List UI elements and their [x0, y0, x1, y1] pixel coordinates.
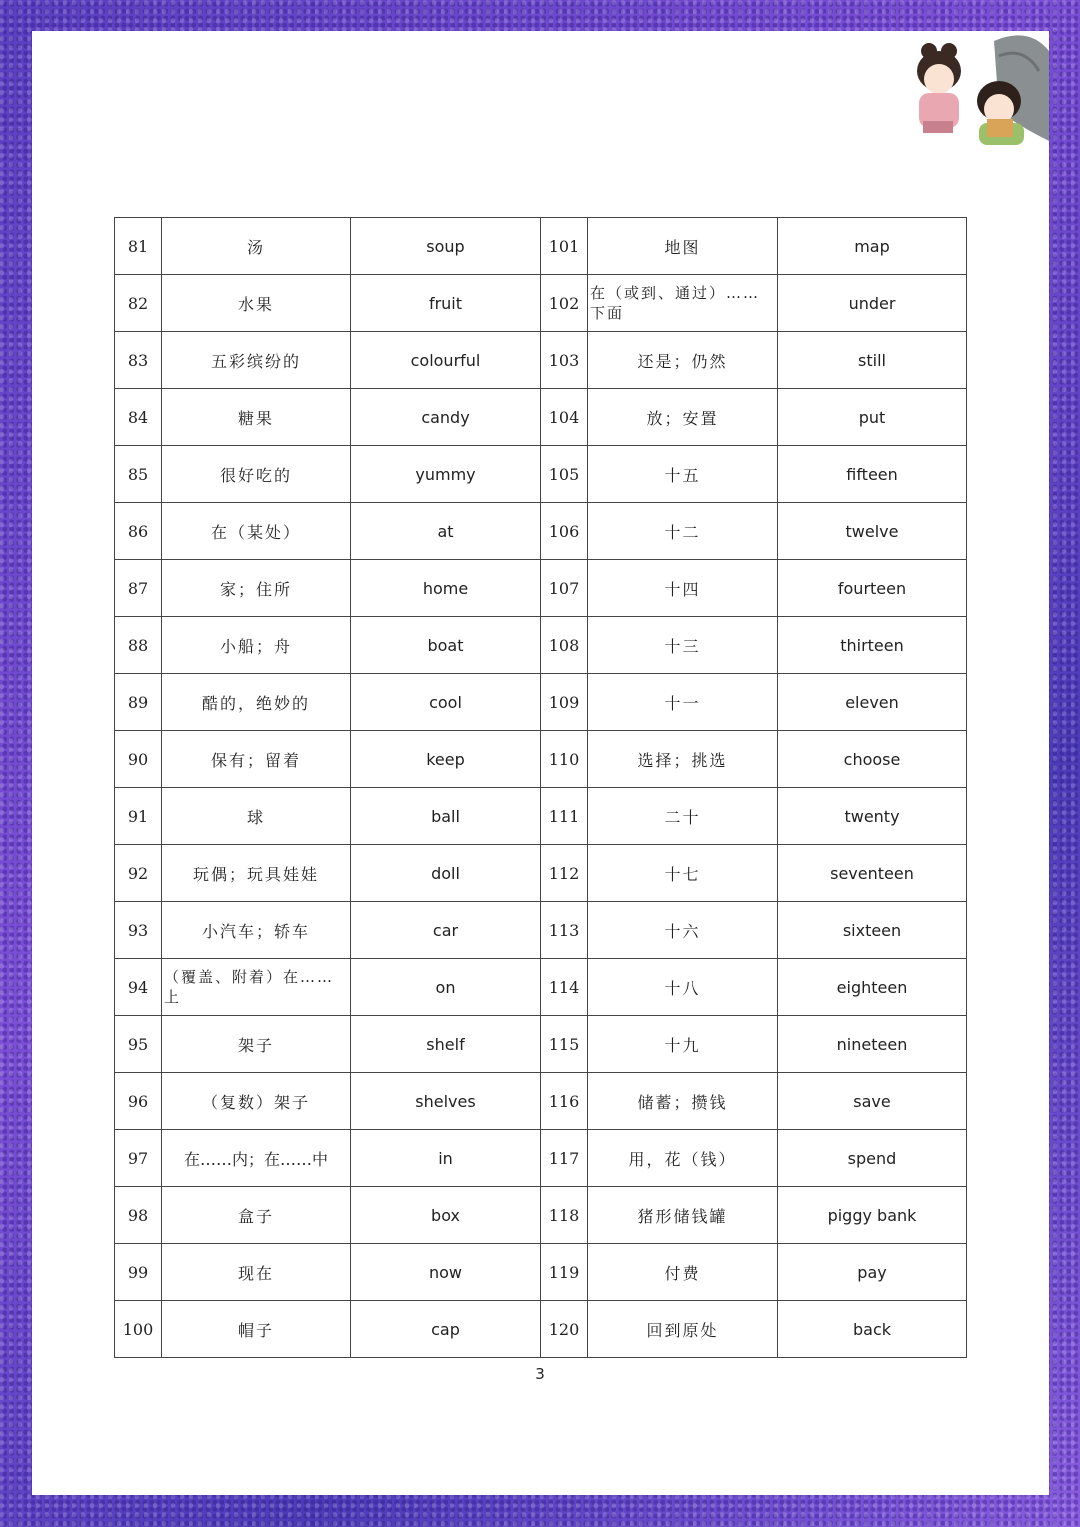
entry-number: 106	[541, 503, 588, 560]
chinese-meaning: 在……内；在……中	[162, 1130, 351, 1187]
english-word: seventeen	[778, 845, 967, 902]
table-row	[115, 1187, 967, 1244]
chinese-meaning: 用，花（钱）	[588, 1130, 778, 1187]
table-row	[115, 788, 967, 845]
english-word: boat	[351, 617, 541, 674]
chinese-meaning: 小船；舟	[162, 617, 351, 674]
chinese-meaning: 架子	[162, 1016, 351, 1073]
entry-number: 109	[541, 674, 588, 731]
chinese-meaning: （覆盖、附着）在……上	[162, 959, 351, 1016]
chinese-meaning: 猪形储钱罐	[588, 1187, 778, 1244]
entry-number: 112	[541, 845, 588, 902]
english-word: under	[778, 275, 967, 332]
english-word: fifteen	[778, 446, 967, 503]
chinese-meaning: 十六	[588, 902, 778, 959]
entry-number: 108	[541, 617, 588, 674]
english-word: sixteen	[778, 902, 967, 959]
entry-number: 117	[541, 1130, 588, 1187]
entry-number: 116	[541, 1073, 588, 1130]
entry-number: 84	[115, 389, 162, 446]
table-row	[115, 218, 967, 275]
children-reading-illustration	[899, 31, 1049, 156]
entry-number: 85	[115, 446, 162, 503]
chinese-meaning: 放；安置	[588, 389, 778, 446]
chinese-meaning: 水果	[162, 275, 351, 332]
chinese-meaning: 在（或到、通过）……下面	[588, 275, 778, 332]
entry-number: 111	[541, 788, 588, 845]
table-row	[115, 1301, 967, 1358]
entry-number: 119	[541, 1244, 588, 1301]
entry-number: 100	[115, 1301, 162, 1358]
entry-number: 90	[115, 731, 162, 788]
english-word: eleven	[778, 674, 967, 731]
english-word: shelves	[351, 1073, 541, 1130]
english-word: now	[351, 1244, 541, 1301]
entry-number: 87	[115, 560, 162, 617]
entry-number: 110	[541, 731, 588, 788]
entry-number: 99	[115, 1244, 162, 1301]
table-row	[115, 731, 967, 788]
table-row	[115, 902, 967, 959]
english-word: soup	[351, 218, 541, 275]
chinese-meaning: 家；住所	[162, 560, 351, 617]
entry-number: 101	[541, 218, 588, 275]
entry-number: 95	[115, 1016, 162, 1073]
chinese-meaning: 还是；仍然	[588, 332, 778, 389]
table-row	[115, 389, 967, 446]
table-row	[115, 1016, 967, 1073]
table-row	[115, 959, 967, 1016]
table-row	[115, 1130, 967, 1187]
entry-number: 115	[541, 1016, 588, 1073]
english-word: map	[778, 218, 967, 275]
english-word: fruit	[351, 275, 541, 332]
table-row	[115, 674, 967, 731]
english-word: choose	[778, 731, 967, 788]
chinese-meaning: 储蓄；攒钱	[588, 1073, 778, 1130]
english-word: save	[778, 1073, 967, 1130]
chinese-meaning: 付费	[588, 1244, 778, 1301]
entry-number: 118	[541, 1187, 588, 1244]
chinese-meaning: 二十	[588, 788, 778, 845]
entry-number: 92	[115, 845, 162, 902]
chinese-meaning: 小汽车；轿车	[162, 902, 351, 959]
chinese-meaning: 回到原处	[588, 1301, 778, 1358]
english-word: candy	[351, 389, 541, 446]
table-row	[115, 503, 967, 560]
english-word: back	[778, 1301, 967, 1358]
english-word: shelf	[351, 1016, 541, 1073]
entry-number: 104	[541, 389, 588, 446]
vocabulary-table	[114, 217, 967, 1358]
entry-number: 93	[115, 902, 162, 959]
chinese-meaning: 保有；留着	[162, 731, 351, 788]
english-word: pay	[778, 1244, 967, 1301]
chinese-meaning: 十八	[588, 959, 778, 1016]
table-row	[115, 617, 967, 674]
entry-number: 120	[541, 1301, 588, 1358]
english-word: piggy bank	[778, 1187, 967, 1244]
english-word: in	[351, 1130, 541, 1187]
entry-number: 98	[115, 1187, 162, 1244]
entry-number: 91	[115, 788, 162, 845]
entry-number: 83	[115, 332, 162, 389]
chinese-meaning: 球	[162, 788, 351, 845]
chinese-meaning: 糖果	[162, 389, 351, 446]
chinese-meaning: 十四	[588, 560, 778, 617]
chinese-meaning: 选择；挑选	[588, 731, 778, 788]
entry-number: 89	[115, 674, 162, 731]
english-word: box	[351, 1187, 541, 1244]
chinese-meaning: 十三	[588, 617, 778, 674]
table-row	[115, 446, 967, 503]
chinese-meaning: 十二	[588, 503, 778, 560]
entry-number: 107	[541, 560, 588, 617]
chinese-meaning: 在（某处）	[162, 503, 351, 560]
chinese-meaning: 盒子	[162, 1187, 351, 1244]
chinese-meaning: 五彩缤纷的	[162, 332, 351, 389]
table-row	[115, 1073, 967, 1130]
english-word: at	[351, 503, 541, 560]
english-word: on	[351, 959, 541, 1016]
english-word: thirteen	[778, 617, 967, 674]
english-word: eighteen	[778, 959, 967, 1016]
english-word: spend	[778, 1130, 967, 1187]
english-word: twelve	[778, 503, 967, 560]
chinese-meaning: 玩偶；玩具娃娃	[162, 845, 351, 902]
page-number: 3	[535, 1365, 545, 1383]
entry-number: 97	[115, 1130, 162, 1187]
english-word: home	[351, 560, 541, 617]
table-row	[115, 560, 967, 617]
chinese-meaning: 十一	[588, 674, 778, 731]
english-word: colourful	[351, 332, 541, 389]
chinese-meaning: （复数）架子	[162, 1073, 351, 1130]
english-word: yummy	[351, 446, 541, 503]
english-word: doll	[351, 845, 541, 902]
chinese-meaning: 十七	[588, 845, 778, 902]
english-word: still	[778, 332, 967, 389]
chinese-meaning: 很好吃的	[162, 446, 351, 503]
english-word: put	[778, 389, 967, 446]
table-row	[115, 845, 967, 902]
entry-number: 94	[115, 959, 162, 1016]
english-word: cool	[351, 674, 541, 731]
entry-number: 82	[115, 275, 162, 332]
table-row	[115, 275, 967, 332]
chinese-meaning: 汤	[162, 218, 351, 275]
english-word: fourteen	[778, 560, 967, 617]
chinese-meaning: 十五	[588, 446, 778, 503]
entry-number: 113	[541, 902, 588, 959]
english-word: nineteen	[778, 1016, 967, 1073]
english-word: car	[351, 902, 541, 959]
table-row	[115, 1244, 967, 1301]
chinese-meaning: 十九	[588, 1016, 778, 1073]
entry-number: 96	[115, 1073, 162, 1130]
entry-number: 103	[541, 332, 588, 389]
english-word: ball	[351, 788, 541, 845]
english-word: cap	[351, 1301, 541, 1358]
entry-number: 81	[115, 218, 162, 275]
table-row	[115, 332, 967, 389]
entry-number: 88	[115, 617, 162, 674]
entry-number: 102	[541, 275, 588, 332]
entry-number: 105	[541, 446, 588, 503]
entry-number: 86	[115, 503, 162, 560]
entry-number: 114	[541, 959, 588, 1016]
chinese-meaning: 现在	[162, 1244, 351, 1301]
english-word: keep	[351, 731, 541, 788]
chinese-meaning: 酷的，绝妙的	[162, 674, 351, 731]
chinese-meaning: 地图	[588, 218, 778, 275]
english-word: twenty	[778, 788, 967, 845]
chinese-meaning: 帽子	[162, 1301, 351, 1358]
